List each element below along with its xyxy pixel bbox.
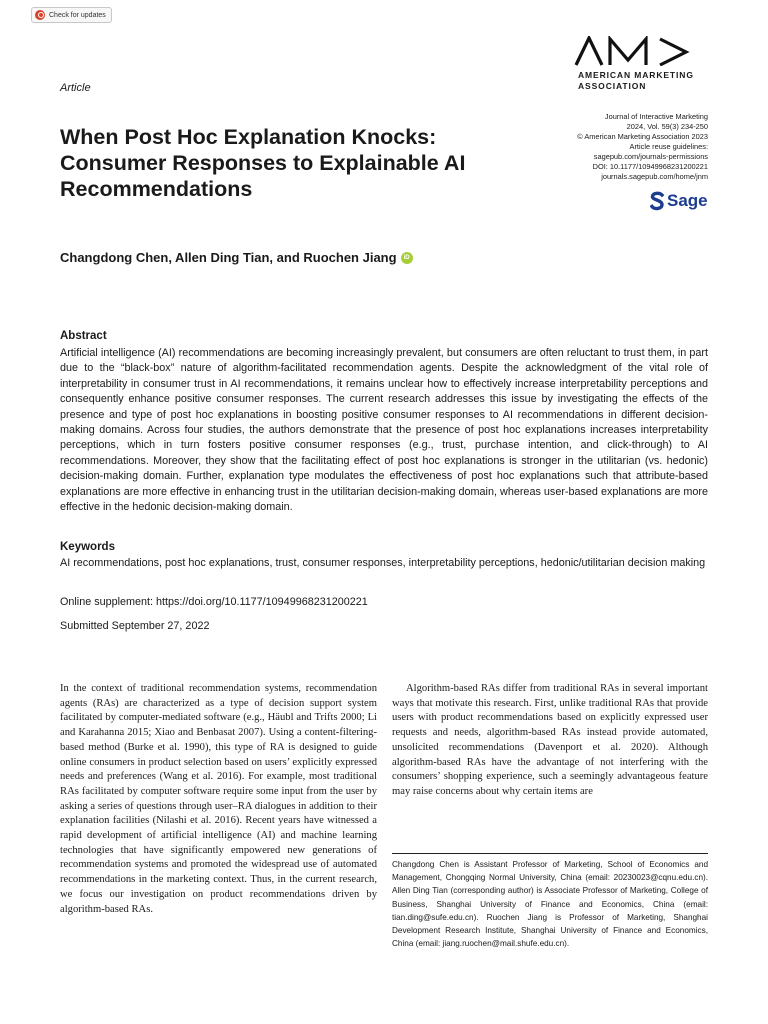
journal-volume: 2024, Vol. 59(3) 234-250 xyxy=(626,122,708,131)
ama-logo-text xyxy=(578,70,694,92)
journal-copyright: © American Marketing Association 2023 xyxy=(577,132,708,141)
online-supplement-link[interactable]: Online supplement: https://doi.org/10.1177/10949968231200221 xyxy=(60,596,368,608)
check-for-updates-button[interactable] xyxy=(31,7,112,23)
article-type-label: Article xyxy=(60,82,91,94)
abstract-text: Artificial intelligence (AI) recommendations are becoming increasingly prevalent, but consumers are often reluctant to trust them, in part due to the “black-box” nature of algorithm-facilitated recommendation agents. Despite the acknowledgment of the vital role of interpretability in consumer trust in AI recommendations, it remains unclear how to effectively increase interpretability perceptions and consequently enhance positive consumer responses. The current research addresses this issue by investigating the effects of the presence and type of post hoc explanations in boosting positive consumer responses to AI recommendations in different decision-making domains. Across four studies, the authors demonstrate that the presence of post hoc explanations increases interpretability perceptions, which in turn fosters positive consumer responses (e.g., trust, purchase intention, and click-through) to AI recommendations. Moreover, they show that the facilitating effect of post hoc explanations is stronger in the utilitarian (vs. hedonic) decision-making domain. Further, explanation type modulates the effectiveness of post hoc explanations such that attribute-based explanations are more effective in enhancing trust in the utilitarian decision-making domain, whereas user-based explanations are more effective in the hedonic decision-making domain. xyxy=(60,347,708,514)
ama-logo-icon xyxy=(574,36,692,66)
footnote-divider xyxy=(392,853,708,854)
journal-info xyxy=(540,112,708,182)
orcid-icon[interactable]: iD xyxy=(401,252,413,264)
article-title: When Post Hoc Explanation Knocks: Consumer Responses to Explainable AI Recommendations xyxy=(60,125,466,201)
check-for-updates-label: Check for updates xyxy=(49,11,106,19)
logo-text-line1: AMERICAN MARKETING xyxy=(578,70,694,80)
permissions-link[interactable]: sagepub.com/journals-permissions xyxy=(593,152,708,161)
sage-logo xyxy=(650,191,708,211)
body-column-right: Algorithm-based RAs differ from traditional RAs in several important ways that motivate this research. First, unlike traditional RAs that provide users with product recommendations based on explicitly expressed user requests and needs, algorithm-based RAs instead provide automated, unsolicited recommendations (Davenport et al. 2020). Although algorithm-based RAs have the advantage of not interfering with the consumers’ shopping experience, such a seemingly advantageous feature may raise concerns about why certain items are xyxy=(392,683,708,797)
author-list xyxy=(60,250,413,265)
body-column-left: In the context of traditional recommendation systems, recommendation agents (RAs) are characterized as a type of decision support system facilitated by computer-mediated software (e.g., Häubl and Trifts 2000; Li and Karahanna 2015; Xiao and Benbasat 2007). Using a content-filtering-based method (Burke et al. 1990), this type of RA is designed to guide online consumers in product selection based on users’ explicitly expressed needs and preferences (Wang et al. 2016). For example, most traditional RAs facilitated by computer software require some input from the user by asking a series of questions through user–RA dialogues in addition to their explanation facilities (Nilashi et al. 2016). Recent years have witnessed a rapid development of artificial intelligence (AI) and machine learning technologies that have significantly empowered new generations of recommendation systems and promoted the widespread use of automated recommendations in the marketing context. Thus, in the current research, we focus our investigation on product recommendations driven by algorithm-based RAs. xyxy=(60,683,377,915)
sage-s-icon xyxy=(650,191,664,211)
journal-name: Journal of Interactive Marketing xyxy=(604,112,708,121)
crossmark-icon xyxy=(35,10,45,20)
doi-link[interactable]: DOI: 10.1177/10949968231200221 xyxy=(592,162,708,171)
abstract-heading: Abstract xyxy=(60,330,107,342)
logo-text-line2: ASSOCIATION xyxy=(578,81,647,91)
sage-wordmark: Sage xyxy=(667,191,708,210)
keywords-heading: Keywords xyxy=(60,541,115,553)
author-affiliations-footnote: Changdong Chen is Assistant Professor of Marketing, School of Economics and Management, Chongqing Normal University, China (email: 20230023@cqnu.edu.cn). Allen Ding Tian (corresponding author) is Associate Professor of Marketing, College of Business, Shanghai University of Finance and Economics, China (email: tian.ding@sufe.edu.cn). Ruochen Jiang is Professor of Marketing, Shanghai Development Research Institute, Shanghai University of Finance and Economics, China (email: jiang.ruochen@mail.shufe.edu.cn). xyxy=(392,860,708,949)
journal-home-link[interactable]: journals.sagepub.com/home/jnm xyxy=(601,172,708,181)
keywords-text: AI recommendations, post hoc explanations, trust, consumer responses, interpretability perceptions, hedonic/utilitarian decision making xyxy=(60,557,706,569)
submitted-date: Submitted September 27, 2022 xyxy=(60,620,210,632)
authors-text: Changdong Chen, Allen Ding Tian, and Ruochen Jiang xyxy=(60,250,397,265)
reuse-guidelines-label: Article reuse guidelines: xyxy=(629,142,708,151)
